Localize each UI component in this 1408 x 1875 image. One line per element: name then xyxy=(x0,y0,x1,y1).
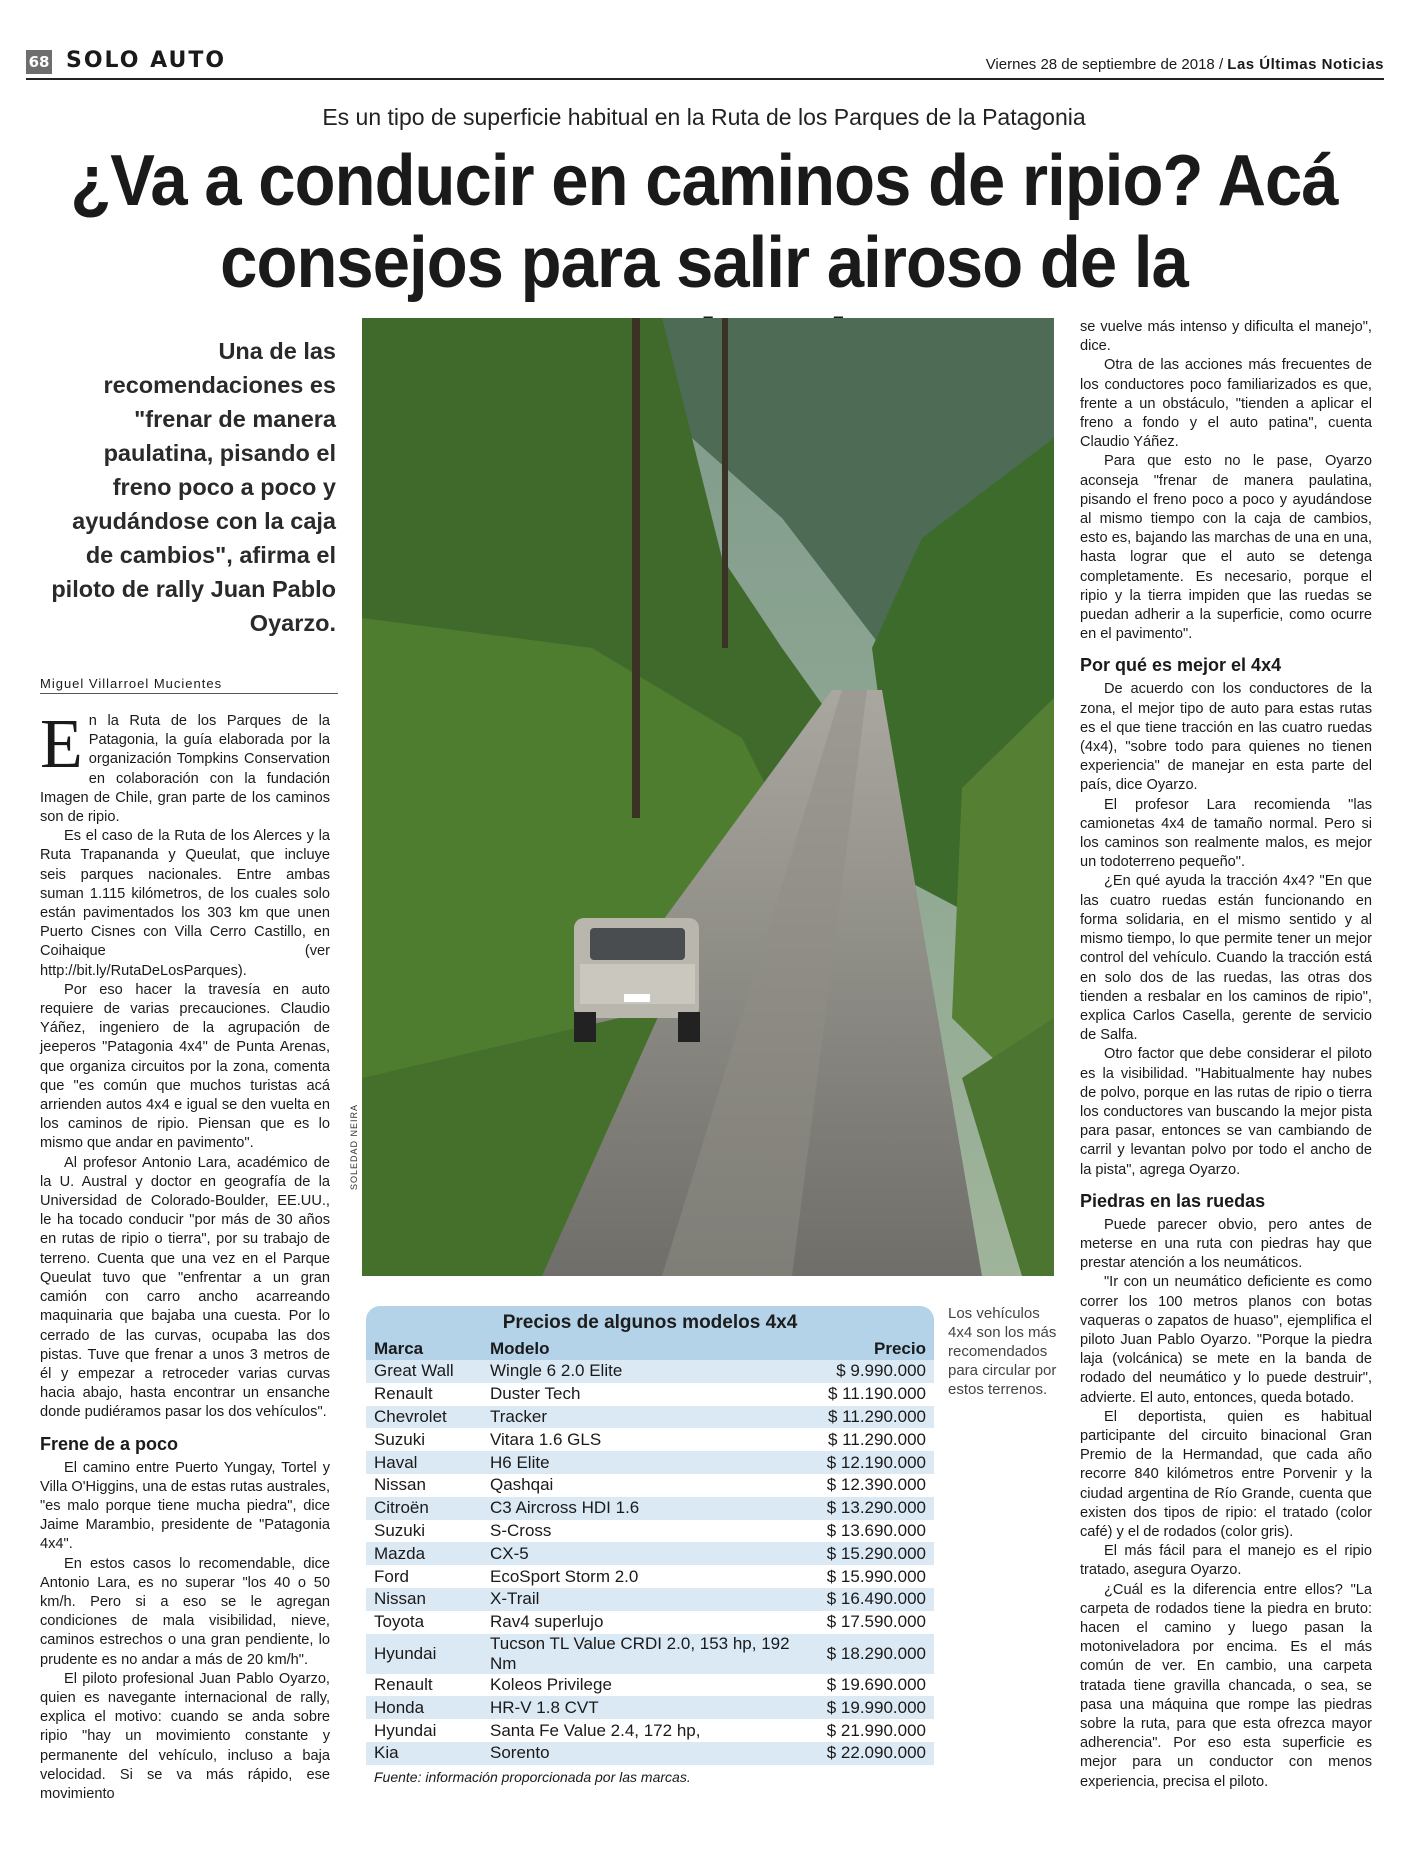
cell-price: $ 11.190.000 xyxy=(828,1384,926,1404)
cell-price: $ 9.990.000 xyxy=(798,1360,934,1383)
column-header-model: Modelo xyxy=(482,1338,798,1360)
cell-brand: Renault xyxy=(374,1384,433,1404)
paragraph: De acuerdo con los conductores de la zona, el mejor tipo de auto para estas rutas es el que tiene tracción en las cuatro ruedas (4x4), "sobre todo para quienes no tienen experiencia" de manejar en esta parte del país, dice Oyarzo. xyxy=(1080,681,1372,794)
headline-line-1: ¿Va a conducir en caminos de ripio? Acá xyxy=(70,141,1338,221)
cell-model: Rav4 superlujo xyxy=(490,1612,604,1632)
paragraph: ¿En qué ayuda la tracción 4x4? "En que las cuatro ruedas están funcionando en forma solidaria, en el mismo sentido y al mismo tiempo, lo que permite tener un mejor control del vehículo. Cuando la tracción está en solo dos de las ruedas, las otras dos tienden a resbalar en los caminos de ripio", explica Carlos Casella, gerente de servicio de Salfa. xyxy=(1080,873,1372,1044)
headline-line-2: consejos para salir airoso de la xyxy=(220,223,1188,303)
paragraph: "Ir con un neumático deficiente es como correr los 100 metros planos con botas vaqueras o zapatos de huaso", ejemplifica el piloto Juan Pablo Oyarzo. "Porque la piedra laja (volcánica) se mete en la banda de rodado del neumático y lo puede destruir", advierte. El auto, entonces, queda botado. xyxy=(1080,1274,1372,1406)
cell-model: EcoSport Storm 2.0 xyxy=(490,1566,639,1586)
side-note: Los vehículos 4x4 son los más recomendados para circular por estos terrenos. xyxy=(948,1305,1057,1398)
price-table-grid xyxy=(366,1338,934,1765)
table-row xyxy=(366,1696,934,1719)
cell-model: Tracker xyxy=(482,1406,798,1429)
cell-price: $ 13.290.000 xyxy=(798,1497,934,1520)
column-header-price: Precio xyxy=(798,1338,934,1360)
pull-quote: Una de las recomendaciones es "frenar de manera paulatina, pisando el freno poco a poco y ayudándose con la caja de cambios", afirma el piloto de rally Juan Pablo Oyarzo. xyxy=(51,338,336,636)
table-row xyxy=(366,1406,934,1429)
paragraph: Puede parecer obvio, pero antes de meterse en una ruta con piedras hay que prestar atención a los neumáticos. xyxy=(1080,1216,1372,1272)
cell-price: $ 17.590.000 xyxy=(826,1612,926,1632)
cell-price: $ 11.290.000 xyxy=(828,1429,926,1449)
paragraph: El camino entre Puerto Yungay, Tortel y Villa O'Higgins, una de estas rutas australes, "es malo porque tiene mucha piedra", dice Jaime Marambio, presidente de "Patagonia 4x4". xyxy=(40,1459,330,1553)
issue-date: Viernes 28 de septiembre de 2018 xyxy=(985,56,1215,73)
cell-model: Qashqai xyxy=(490,1475,554,1495)
table-row xyxy=(366,1565,934,1588)
cell-brand: Suzuki xyxy=(374,1520,426,1540)
paragraph: Es el caso de la Ruta de los Alerces y la Ruta Trapananda y Queulat, que incluye seis parques nacionales. Entre ambas suman 1.115 kilómetros, de los cuales solo están pavimentados los 303 km que unen Puerto Cisnes con Villa Cerro Castillo, en Coihaique (ver http://bit.ly/RutaDeLosParques). xyxy=(40,828,330,979)
table-row xyxy=(366,1611,934,1634)
table-header-row xyxy=(366,1338,934,1360)
paragraph: Otro factor que debe considerar el piloto es la visibilidad. "Habitualmente hay nubes de polvo, porque en las rutas de ripio o tierra los conductores van buscando la mejor pista para pasar, entonces se van cambiando de carril y levantan polvo por todo el ancho de la pista", agrega Oyarzo. xyxy=(1080,1046,1372,1178)
cell-price: $ 15.290.000 xyxy=(798,1542,934,1565)
section-name: SOLO AUTO xyxy=(66,48,227,73)
cell-model: C3 Aircross HDI 1.6 xyxy=(482,1497,798,1520)
cell-price: $ 18.290.000 xyxy=(798,1634,934,1674)
cell-model: CX-5 xyxy=(482,1542,798,1565)
table-row xyxy=(366,1742,934,1765)
cell-model: H6 Elite xyxy=(482,1451,798,1474)
subheading: Por qué es mejor el 4x4 xyxy=(1080,655,1282,676)
cell-price: $ 21.990.000 xyxy=(826,1720,926,1740)
cell-brand: Suzuki xyxy=(374,1429,426,1449)
paragraph: El piloto profesional Juan Pablo Oyarzo, quien es navegante internacional de rally, explica el motivo: cuando se anda sobre ripio "hay un movimiento constante y permanente del vehículo, incluso a baja velocidad. Si se va más rápido, ese movimiento xyxy=(40,1670,330,1802)
article-column-1 xyxy=(40,706,330,1804)
road-photo xyxy=(362,318,1054,1276)
page-number: 68 xyxy=(26,50,52,74)
table-row xyxy=(366,1383,934,1406)
table-row xyxy=(366,1497,934,1520)
paragraph: se vuelve más intenso y dificulta el manejo", dice. xyxy=(1080,319,1372,355)
cell-price: $ 16.490.000 xyxy=(798,1588,934,1611)
cell-model: Santa Fe Value 2.4, 172 hp, xyxy=(490,1720,701,1740)
paragraph: En estos casos lo recomendable, dice Antonio Lara, es no superar "los 40 o 50 km/h. Pero si a eso se le agregan condiciones de mala visibilidad, nieve, caminos estrechos o una gran pendiente, lo prudente es no andar a más de 20 km/h". xyxy=(40,1555,330,1668)
cell-model: X-Trail xyxy=(482,1588,798,1611)
cell-brand: Haval xyxy=(366,1451,482,1474)
cell-brand: Mazda xyxy=(366,1542,482,1565)
cell-price: $ 19.990.000 xyxy=(798,1696,934,1719)
cell-model: Duster Tech xyxy=(490,1384,581,1404)
paragraph: Para que esto no le pase, Oyarzo aconseja "frenar de manera paulatina, pisando el freno poco a poco y ayudándose al mismo tiempo con la caja de cambios, esto es, bajando las marchas de una en una, hasta lograr que el auto se detenga completamente. Es necesario, porque el ripio y la tierra impiden que las ruedas se puedan adherir a la superficie, como ocurre en el pavimento". xyxy=(1080,453,1372,643)
photo-credit: SOLEDAD NEIRA xyxy=(349,1103,359,1190)
cell-brand: Hyundai xyxy=(374,1720,437,1740)
cell-brand: Citroën xyxy=(366,1497,482,1520)
cell-brand: Hyundai xyxy=(366,1634,482,1674)
cell-model: Koleos Privilege xyxy=(490,1674,612,1694)
table-row xyxy=(366,1634,934,1674)
paragraph: Al profesor Antonio Lara, académico de la U. Austral y doctor en geografía de la Universidad de Colorado-Boulder, EE.UU., le ha tocado conducir "por más de 30 años en rutas de ripio o tierra", por su trabajo de terreno. Cuenta que una vez en el Parque Queulat tuvo que "enfrentar a un gran camión con carro ancho acarreando maquinaria que bajaba una cuesta. Por lo cerrado de las curvas, ocupaba las dos pistas. Tuve que frenar a unos 3 metros de él y empezar a retroceder varias curvas hacia abajo, hasta encontrar un ensanche donde pudiéramos pasar los dos vehículos". xyxy=(40,1154,330,1421)
table-body xyxy=(366,1360,934,1765)
cell-brand: Great Wall xyxy=(366,1360,482,1383)
cell-brand: Honda xyxy=(366,1696,482,1719)
cell-brand: Nissan xyxy=(374,1475,426,1495)
table-source: Fuente: información proporcionada por las marcas. xyxy=(374,1768,691,1785)
forest-road-illustration xyxy=(362,318,1054,1276)
cell-model: Wingle 6 2.0 Elite xyxy=(482,1360,798,1383)
cell-brand: Renault xyxy=(374,1674,433,1694)
table-row xyxy=(366,1428,934,1451)
paragraph xyxy=(40,706,330,827)
byline: Miguel Villarroel Mucientes xyxy=(40,676,338,694)
paragraph: El profesor Lara recomienda "las camionetas 4x4 de tamaño normal. Pero si los caminos son realmente malos, es mejor un todoterreno pequeño". xyxy=(1080,796,1372,871)
article-column-3 xyxy=(1080,318,1372,1792)
column-header-brand: Marca xyxy=(366,1338,482,1360)
paragraph: El deportista, quien es habitual participante del circuito binacional Gran Premio de la Hermandad, que cada año recorre 840 kilómetros entre Porvenir y la ciudad argentina de Río Grande, cuenta que existen dos tipos de ripio: el tratado (color café) y el de rodados (color gris). xyxy=(1080,1408,1372,1540)
table-row xyxy=(366,1719,934,1742)
table-row xyxy=(366,1674,934,1697)
cell-price: $ 12.190.000 xyxy=(798,1451,934,1474)
cell-price: $ 19.690.000 xyxy=(826,1674,926,1694)
price-table xyxy=(366,1306,934,1785)
cell-price: $ 12.390.000 xyxy=(826,1475,926,1495)
cell-brand: Ford xyxy=(374,1566,409,1586)
table-title: Precios de algunos modelos 4x4 xyxy=(366,1306,934,1338)
newspaper-name: Las Últimas Noticias xyxy=(1227,56,1384,73)
dropcap: E xyxy=(40,706,83,783)
paragraph: ¿Cuál es la diferencia entre ellos? "La carpeta de rodados tiene la piedra en bruto: hacen el camino y luego pasan la motoniveladora por encima. Es el más común de ver. En cambio, una carpeta tratada tiene gravilla chancada, o sea, se pasa una máquina que rompe las piedras sobre la ruta, para que esta ofrezca mayor adherencia". Por eso esta superficie es mejor para un conductor con menos experiencia, precisa el piloto. xyxy=(1080,1581,1372,1790)
cell-price: $ 15.990.000 xyxy=(826,1566,926,1586)
kicker: Es un tipo de superficie habitual en la Ruta de los Parques de la Patagonia xyxy=(322,104,1086,130)
cell-brand: Kia xyxy=(366,1742,482,1765)
table-row xyxy=(366,1520,934,1543)
table-row xyxy=(366,1360,934,1383)
table-row xyxy=(366,1542,934,1565)
cell-model: S-Cross xyxy=(490,1520,552,1540)
dateline-separator: / xyxy=(1218,56,1224,73)
table-row xyxy=(366,1451,934,1474)
cell-model: Tucson TL Value CRDI 2.0, 153 hp, 192 Nm xyxy=(482,1634,798,1674)
cell-brand: Chevrolet xyxy=(366,1406,482,1429)
subheading: Piedras en las ruedas xyxy=(1080,1190,1266,1211)
masthead xyxy=(26,46,1384,80)
cell-model: HR-V 1.8 CVT xyxy=(482,1696,798,1719)
cell-price: $ 11.290.000 xyxy=(798,1406,934,1429)
cell-brand: Toyota xyxy=(374,1612,425,1632)
subheading: Frene de a poco xyxy=(40,1433,179,1454)
cell-model: Sorento xyxy=(482,1742,798,1765)
dateline xyxy=(986,56,1384,73)
cell-brand: Nissan xyxy=(366,1588,482,1611)
paragraph: El más fácil para el manejo es el ripio tratado, asegura Oyarzo. xyxy=(1080,1543,1372,1579)
table-row xyxy=(366,1474,934,1497)
paragraph-text: n la Ruta de los Parques de la Patagonia, la guía elaborada por la organización Tompkins Conservation en colaboración con la fundación Imagen de Chile, gran parte de los caminos son de ripio. xyxy=(40,713,330,826)
paragraph: Otra de las acciones más frecuentes de los conductores poco familiarizados es que, frente a un obstáculo, "tienden a aplicar el freno a fondo y el auto patina", cuenta Claudio Yáñez. xyxy=(1080,357,1372,451)
cell-price: $ 22.090.000 xyxy=(798,1742,934,1765)
paragraph: Por eso hacer la travesía en auto requiere de varias precauciones. Claudio Yáñez, ingeniero de la agrupación de jeeperos "Patagonia 4x4" de Punta Arenas, que organiza circuitos por la zona, comenta que "es común que muchos turistas acá arrienden autos 4x4 e igual se den vuelta en los caminos de ripio. Piensan que es lo mismo que andar en pavimento". xyxy=(40,981,330,1152)
table-row xyxy=(366,1588,934,1611)
cell-price: $ 13.690.000 xyxy=(826,1520,926,1540)
cell-model: Vitara 1.6 GLS xyxy=(490,1429,602,1449)
